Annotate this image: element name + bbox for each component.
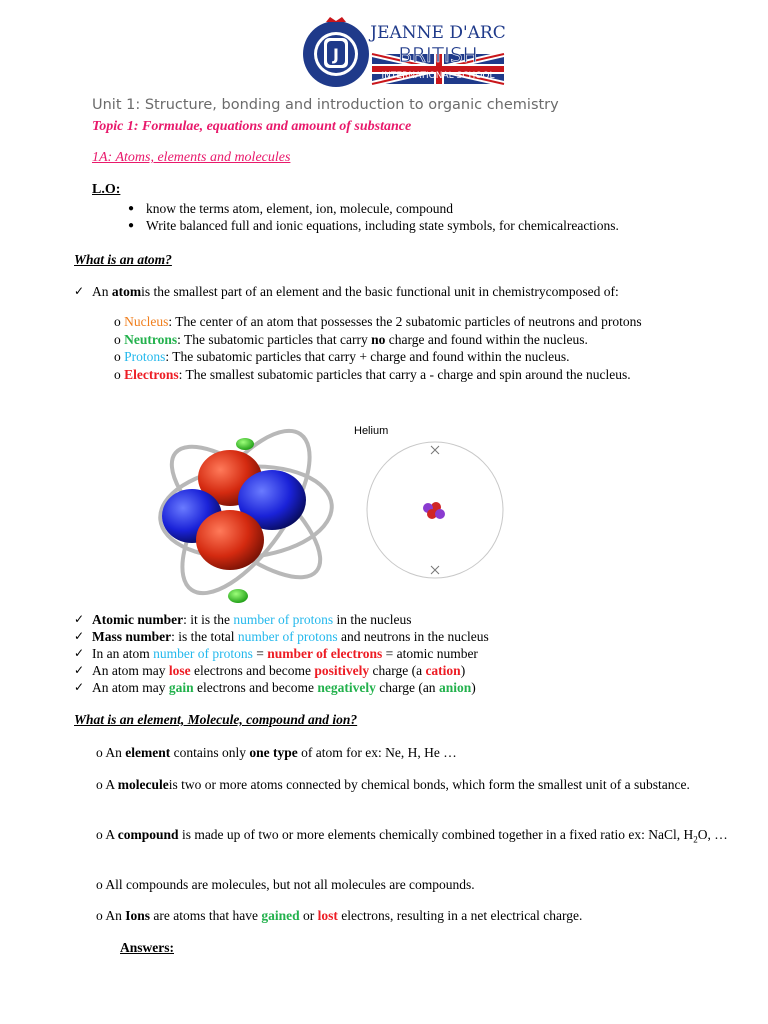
atom-definition: ✓ An atomis the smallest part of an element and the basic functional unit in chemistrycomposed of:: [74, 283, 768, 300]
lo-item: ● Write balanced full and ionic equations, including state symbols, for chemicalreactions.: [128, 217, 619, 234]
fact-protons-electrons: ✓ In an atom number of protons = number of electrons = atomic number: [74, 645, 734, 662]
particle-nucleus: o Nucleus: The center of an atom that possesses the 2 subatomic particles of neutrons and protons: [114, 314, 642, 329]
lo-heading: L.O:: [92, 182, 121, 197]
fact-atomic-number: ✓ Atomic number: it is the number of protons in the nucleus: [74, 611, 734, 628]
particle-protons: o Protons: The subatomic particles that carry + charge and found within the nucleus.: [114, 349, 570, 364]
helium-diagram: [350, 424, 510, 586]
facts-list: [74, 611, 734, 696]
def-element: o An element contains only one type of atom for ex: Ne, H, He …: [96, 745, 457, 760]
fact-mass-number: ✓ Mass number: is the total number of protons and neutrons in the nucleus: [74, 628, 734, 645]
def-molecule: o A moleculeis two or more atoms connected by chemical bonds, which form the smallest unit of a substance.: [96, 777, 690, 792]
question-element-molecule: What is an element, Molecule, compound and ion?: [74, 712, 358, 727]
def-compounds-molecules: o All compounds are molecules, but not all molecules are compounds.: [96, 877, 475, 892]
particle-electrons: o Electrons: The smallest subatomic particles that carry a - charge and spin around the nucleus.: [114, 366, 631, 382]
particle-list: [114, 313, 734, 383]
subtopic-title: 1A: Atoms, elements and molecules: [92, 150, 291, 165]
electron-sphere: [228, 589, 248, 603]
fact-anion: ✓ An atom may gain electrons and become negatively charge (an anion): [74, 679, 734, 696]
atom-3d-illustration: [148, 412, 348, 610]
electron-sphere: [236, 438, 254, 450]
fact-cation: ✓ An atom may lose electrons and become positively charge (a cation): [74, 662, 734, 679]
electron-marker: [431, 566, 439, 574]
logo-name-line1: JEANNE D'ARC: [370, 23, 506, 43]
school-logo: [300, 16, 510, 88]
proton-sphere: [196, 510, 264, 570]
helium-label: Helium: [354, 425, 389, 437]
topic-title: Topic 1: Formulae, equations and amount of substance: [92, 119, 412, 134]
def-compound: o A compound is made up of two or more elements chemically combined together in a fixed ratio ex: NaCl, $H_2O$, …: [96, 827, 728, 845]
def-ion: o An Ions are atoms that have gained or lost electrons, resulting in a net electrical charge.: [96, 908, 583, 923]
particle-neutrons: o Neutrons: The subatomic particles that carry no charge and found within the nucleus.: [114, 331, 588, 347]
question-atom: What is an atom?: [74, 252, 172, 267]
lo-item: ● know the terms atom, element, ion, molecule, compound: [128, 200, 619, 217]
logo-name-line3: INTERNATIONAL SCHOOL: [381, 71, 495, 81]
logo-name-line2: BRITISH: [398, 43, 478, 67]
unit-title: Unit 1: Structure, bonding and introduction to organic chemistry: [92, 97, 559, 113]
answers-heading: Answers:: [120, 940, 174, 955]
lo-list: [128, 200, 619, 234]
logo-badge: J: [333, 45, 339, 64]
electron-marker: [431, 446, 439, 454]
